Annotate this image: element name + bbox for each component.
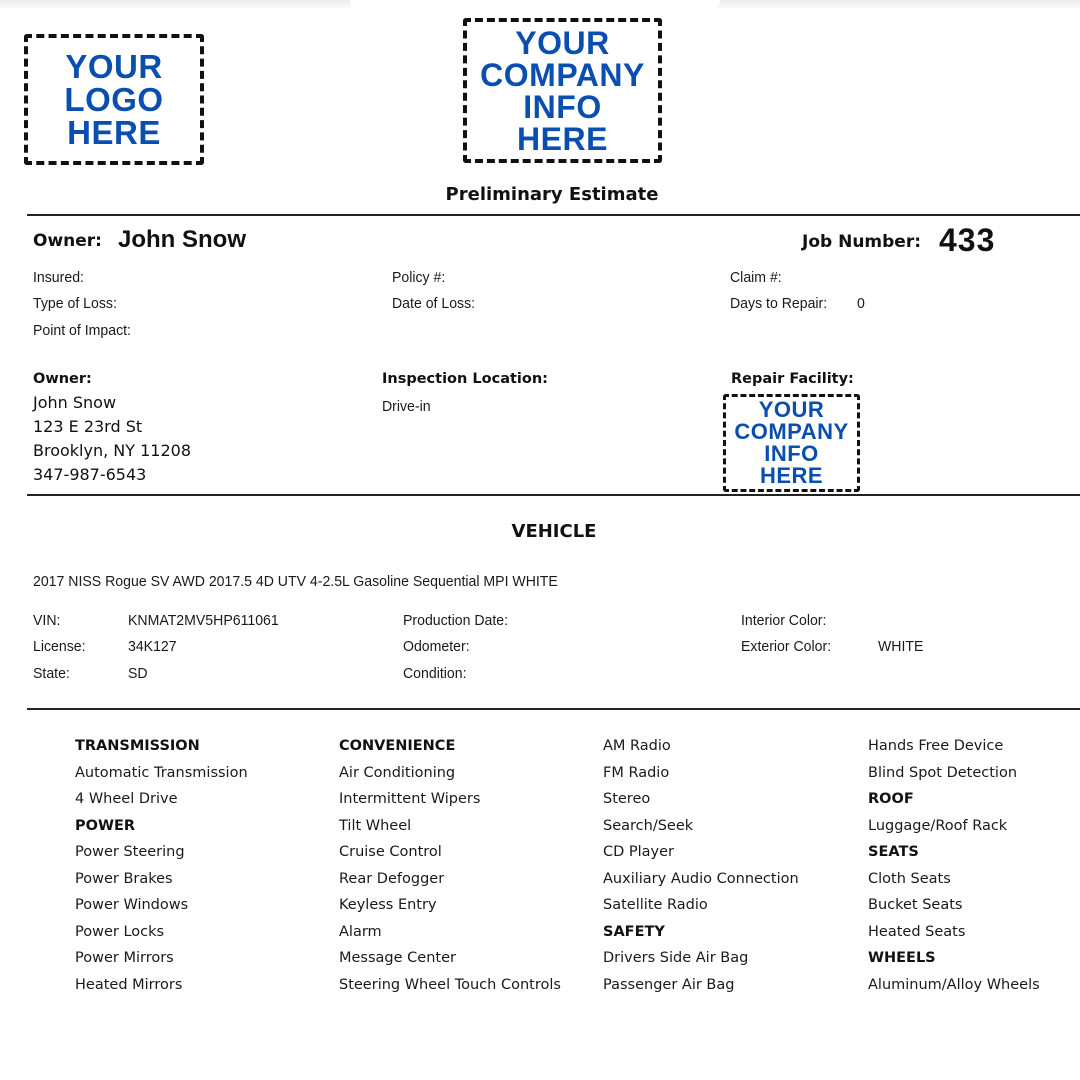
inspection-location-value: Drive-in: [382, 398, 431, 415]
option-item: Power Mirrors: [75, 950, 174, 966]
option-item: Alarm: [339, 923, 382, 940]
production-date-label: Production Date:: [403, 612, 509, 629]
option-item: Hands Free Device: [868, 738, 1004, 754]
option-item: Cruise Control: [339, 844, 442, 860]
vin-value: KNMAT2MV5HP611061: [128, 612, 279, 629]
point-of-impact-label: Point of Impact:: [33, 322, 131, 339]
option-category: SEATS: [868, 844, 919, 860]
option-item: Air Conditioning: [339, 764, 456, 781]
job-number: 433: [939, 222, 996, 258]
option-item: Automatic Transmission: [75, 764, 248, 781]
option-item: Tilt Wheel: [339, 817, 412, 834]
divider: [27, 214, 1080, 216]
interior-color-label: Interior Color:: [741, 612, 827, 629]
option-item: Search/Seek: [603, 817, 694, 834]
exterior-color-value: WHITE: [878, 638, 924, 655]
logo-placeholder-line: HERE: [67, 114, 161, 151]
option-item: Intermittent Wipers: [339, 791, 481, 807]
option-category: WHEELS: [868, 950, 936, 966]
type-of-loss-label: Type of Loss:: [33, 295, 117, 312]
option-category: ROOF: [868, 791, 914, 807]
insured-label: Insured:: [33, 269, 84, 286]
option-item: Keyless Entry: [339, 897, 437, 913]
company-info-line: COMPANY: [480, 56, 645, 93]
repair-facility-line: HERE: [759, 463, 824, 488]
option-item: Bucket Seats: [868, 897, 963, 913]
option-item: Power Brakes: [75, 870, 173, 887]
divider: [27, 494, 1080, 496]
vehicle-description: 2017 NISS Rogue SV AWD 2017.5 4D UTV 4-2.5L Gasoline Sequential MPI WHITE: [33, 573, 558, 590]
odometer-label: Odometer:: [403, 638, 470, 655]
option-item: AM Radio: [603, 738, 671, 754]
owner-phone: 347-987-6543: [33, 465, 147, 484]
logo-placeholder-line: LOGO: [64, 81, 164, 118]
options-column: [868, 736, 1080, 1001]
option-item: FM Radio: [603, 764, 670, 781]
owner-name: John Snow: [118, 226, 246, 253]
option-item: Power Locks: [75, 923, 165, 940]
repair-facility-line: INFO: [764, 441, 819, 466]
policy-number-label: Policy #:: [392, 269, 446, 286]
days-to-repair-value: 0: [857, 295, 865, 312]
state-value: SD: [128, 665, 148, 682]
option-item: Aluminum/Alloy Wheels: [868, 976, 1040, 993]
option-category: TRANSMISSION: [75, 738, 200, 754]
vin-label: VIN:: [33, 612, 61, 629]
owner-section-heading: Owner:: [33, 371, 92, 387]
license-label: License:: [33, 638, 86, 655]
option-item: Cloth Seats: [868, 870, 951, 887]
option-item: Steering Wheel Touch Controls: [339, 976, 561, 993]
option-item: Luggage/Roof Rack: [868, 817, 1008, 834]
option-item: Power Steering: [75, 844, 185, 860]
logo-placeholder: [24, 34, 204, 165]
option-category: SAFETY: [603, 923, 665, 940]
owner-label: Owner:: [33, 231, 102, 251]
repair-facility-line: COMPANY: [734, 419, 849, 444]
option-item: CD Player: [603, 844, 675, 860]
company-info-line: YOUR: [515, 24, 610, 61]
option-item: Message Center: [339, 950, 456, 966]
vehicle-section-title: VEHICLE: [511, 521, 597, 542]
claim-number-label: Claim #:: [730, 269, 782, 286]
state-label: State:: [33, 665, 70, 682]
owner-address-street: 123 E 23rd St: [33, 417, 143, 436]
option-item: Stereo: [603, 791, 651, 807]
days-to-repair-label: Days to Repair:: [730, 295, 828, 312]
condition-label: Condition:: [403, 665, 467, 682]
option-item: Blind Spot Detection: [868, 764, 1018, 781]
company-info-placeholder: [463, 18, 662, 163]
option-item: Power Windows: [75, 897, 189, 913]
options-column: [339, 736, 599, 1001]
option-item: Auxiliary Audio Connection: [603, 870, 799, 887]
company-info-line: HERE: [517, 120, 608, 157]
option-item: Drivers Side Air Bag: [603, 950, 749, 966]
inspection-location-heading: Inspection Location:: [382, 371, 548, 387]
company-info-line: INFO: [523, 88, 602, 125]
repair-facility-placeholder: [723, 394, 860, 492]
option-item: Heated Seats: [868, 923, 966, 940]
logo-placeholder-line: YOUR: [65, 48, 163, 85]
repair-facility-line: YOUR: [758, 397, 825, 422]
top-edge-gap: [350, 0, 720, 8]
date-of-loss-label: Date of Loss:: [392, 295, 476, 312]
option-item: 4 Wheel Drive: [75, 791, 178, 807]
license-value: 34K127: [128, 638, 177, 655]
owner-address-city: Brooklyn, NY 11208: [33, 441, 191, 460]
owner-address-name: John Snow: [33, 393, 117, 412]
options-column: [75, 736, 335, 1001]
job-number-label: Job Number:: [802, 232, 922, 252]
option-category: CONVENIENCE: [339, 738, 456, 754]
option-item: Satellite Radio: [603, 897, 708, 913]
option-item: Heated Mirrors: [75, 976, 183, 993]
document-title: Preliminary Estimate: [445, 184, 659, 205]
option-item: Rear Defogger: [339, 870, 445, 887]
divider: [27, 708, 1080, 710]
option-category: POWER: [75, 817, 136, 834]
option-item: Passenger Air Bag: [603, 976, 735, 993]
exterior-color-label: Exterior Color:: [741, 638, 832, 655]
repair-facility-heading: Repair Facility:: [731, 371, 854, 387]
options-column: [603, 736, 863, 1001]
